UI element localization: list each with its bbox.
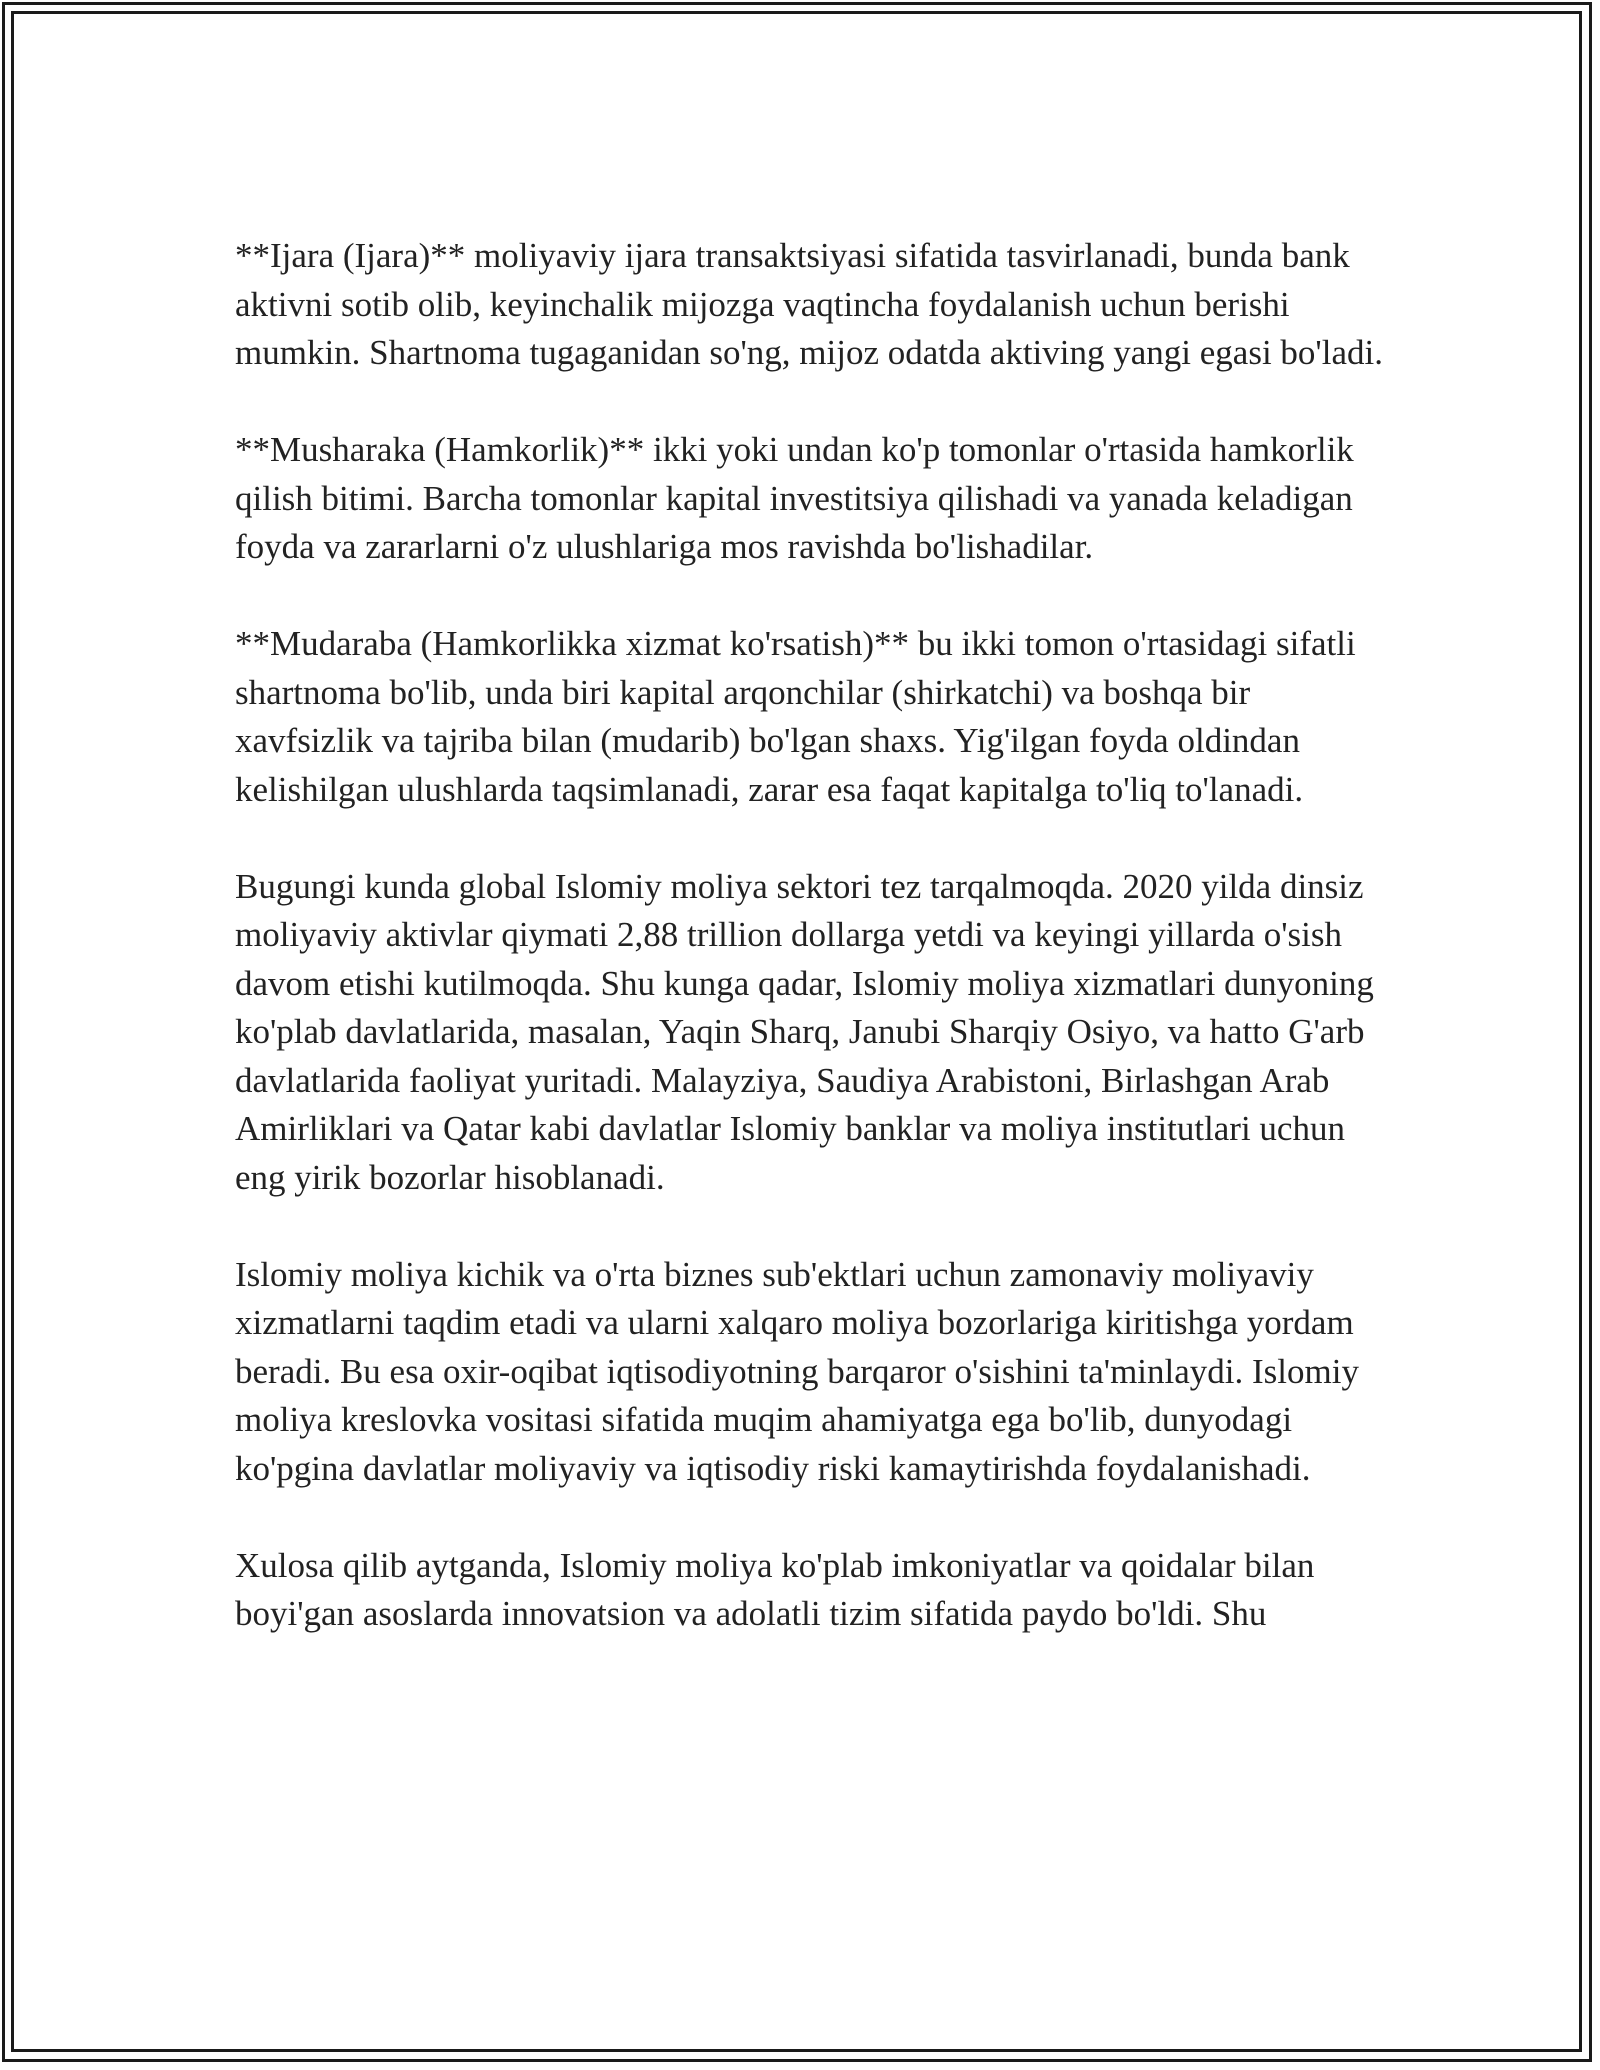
document-body <box>235 232 1395 1639</box>
paragraph-global-sector: Bugungi kunda global Islomiy moliya sektori tez tarqalmoqda. 2020 yilda dinsiz moliyaviy aktivlar qiymati 2,88 trillion dollarga yetdi va keyingi yillarda o'sish davom etishi kutilmoqda. Shu kunga qadar, Islomiy moliya xizmatlari dunyoning ko'plab davlatlarida, masalan, Yaqin Sharq, Janubi Sharqiy Osiyo, va hatto G'arb davlatlarida faoliyat yuritadi. Malayziya, Saudiya Arabistoni, Birlashgan Arab Amirliklari va Qatar kabi davlatlar Islomiy banklar va moliya institutlari uchun eng yirik bozorlar hisoblanadi. <box>235 866 1374 1197</box>
paragraph-musharaka: **Musharaka (Hamkorlik)** ikki yoki undan ko'p tomonlar o'rtasida hamkorlik qilish bitimi. Barcha tomonlar kapital investitsiya qilishadi va yanada keladigan foyda va zararlarni o'z ulushlariga mos ravishda bo'lishadilar. <box>235 430 1354 566</box>
paragraph-conclusion: Xulosa qilib aytganda, Islomiy moliya ko'plab imkoniyatlar va qoidalar bilan boyi'gan asoslarda innovatsion va adolatli tizim sifatida paydo bo'ldi. Shu <box>235 1545 1315 1633</box>
paragraph-mudaraba: **Mudaraba (Hamkorlikka xizmat ko'rsatish)** bu ikki tomon o'rtasidagi sifatli shartnoma bo'lib, unda biri kapital arqonchilar (shirkatchi) va boshqa bir xavfsizlik va tajriba bilan (mudarib) bo'lgan shaxs. Yig'ilgan foyda oldindan kelishilgan ulushlarda taqsimlanadi, zarar esa faqat kapitalga to'liq to'lanadi. <box>235 624 1356 809</box>
paragraph-ijara: **Ijara (Ijara)** moliyaviy ijara transaktsiyasi sifatida tasvirlanadi, bunda bank aktivni sotib olib, keyinchalik mijozga vaqtincha foydalanish uchun berishi mumkin. Shartnoma tugaganidan so'ng, mijoz odatda aktiving yangi egasi bo'ladi. <box>235 236 1383 372</box>
paragraph-sme-services: Islomiy moliya kichik va o'rta biznes sub'ektlari uchun zamonaviy moliyaviy xizmatlarni taqdim etadi va ularni xalqaro moliya bozorlariga kiritishga yordam beradi. Bu esa oxir-oqibat iqtisodiyotning barqaror o'sishini ta'minlaydi. Islomiy moliya kreslovka vositasi sifatida muqim ahamiyatga ega bo'lib, dunyodagi ko'pgina davlatlar moliyaviy va iqtisodiy riski kamaytirishda foydalanishadi. <box>235 1254 1359 1488</box>
